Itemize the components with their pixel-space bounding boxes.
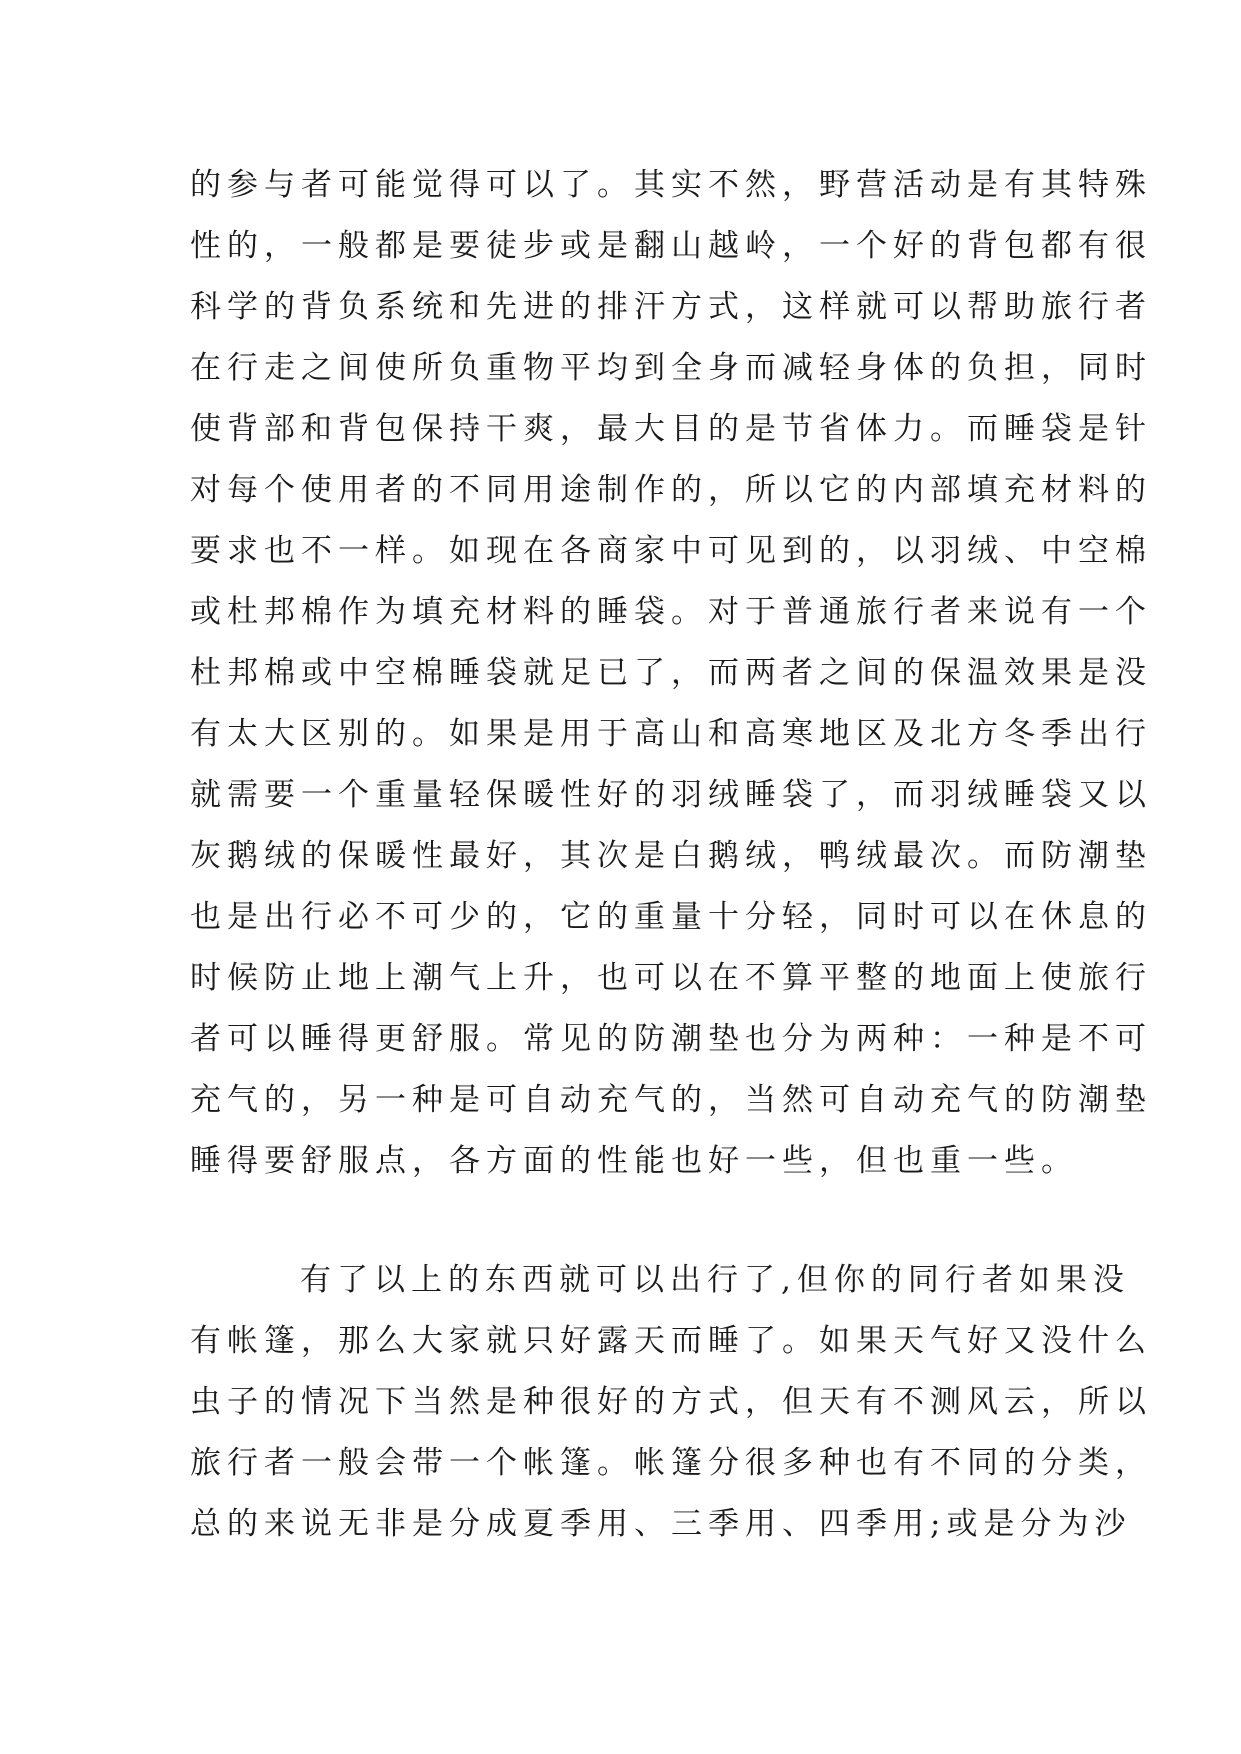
paragraph-line: 有了以上的东西就可以出行了,但你的同行者如果没 xyxy=(300,1262,1130,1298)
paragraph-line: 旅行者一般会带一个帐篷。帐篷分很多种也有不同的分类， xyxy=(190,1445,1152,1481)
paragraph-line: 杜邦棉或中空棉睡袋就足已了，而两者之间的保温效果是没 xyxy=(190,655,1152,691)
paragraph-line: 充气的，另一种是可自动充气的，当然可自动充气的防潮垫 xyxy=(190,1082,1152,1118)
paragraph-line: 使背部和背包保持干爽，最大目的是节省体力。而睡袋是针 xyxy=(190,411,1152,447)
paragraph-line: 或杜邦棉作为填充材料的睡袋。对于普通旅行者来说有一个 xyxy=(190,594,1152,630)
paragraph-1 xyxy=(190,155,1152,1192)
paragraph-line: 有帐篷，那么大家就只好露天而睡了。如果天气好又没什么 xyxy=(190,1323,1152,1359)
paragraph-line: 时候防止地上潮气上升，也可以在不算平整的地面上使旅行 xyxy=(190,960,1152,996)
paragraph-line: 总的来说无非是分成夏季用、三季用、四季用;或是分为沙 xyxy=(190,1506,1132,1542)
paragraph-line: 就需要一个重量轻保暖性好的羽绒睡袋了，而羽绒睡袋又以 xyxy=(190,777,1152,813)
paragraph-line: 的参与者可能觉得可以了。其实不然，野营活动是有其特殊 xyxy=(190,167,1152,203)
paragraph-line: 虫子的情况下当然是种很好的方式，但天有不测风云，所以 xyxy=(190,1384,1152,1420)
paragraph-line: 也是出行必不可少的，它的重量十分轻，同时可以在休息的 xyxy=(190,899,1152,935)
paragraph-line: 睡得要舒服点，各方面的性能也好一些，但也重一些。 xyxy=(190,1143,1078,1179)
paragraph-line: 在行走之间使所负重物平均到全身而减轻身体的负担，同时 xyxy=(190,350,1152,386)
paragraph-line: 者可以睡得更舒服。常见的防潮垫也分为两种：一种是不可 xyxy=(190,1021,1152,1057)
paragraph-line: 对每个使用者的不同用途制作的，所以它的内部填充材料的 xyxy=(190,472,1152,508)
paragraph-line: 灰鹅绒的保暖性最好，其次是白鹅绒，鸭绒最次。而防潮垫 xyxy=(190,838,1152,874)
paragraph-2 xyxy=(190,1250,1152,1555)
paragraph-line: 要求也不一样。如现在各商家中可见到的，以羽绒、中空棉 xyxy=(190,533,1152,569)
paragraph-line: 科学的背负系统和先进的排汗方式，这样就可以帮助旅行者 xyxy=(190,289,1152,325)
paragraph-line: 有太大区别的。如果是用于高山和高寒地区及北方冬季出行 xyxy=(190,716,1152,752)
paragraph-line: 性的，一般都是要徒步或是翻山越岭，一个好的背包都有很 xyxy=(190,228,1152,264)
